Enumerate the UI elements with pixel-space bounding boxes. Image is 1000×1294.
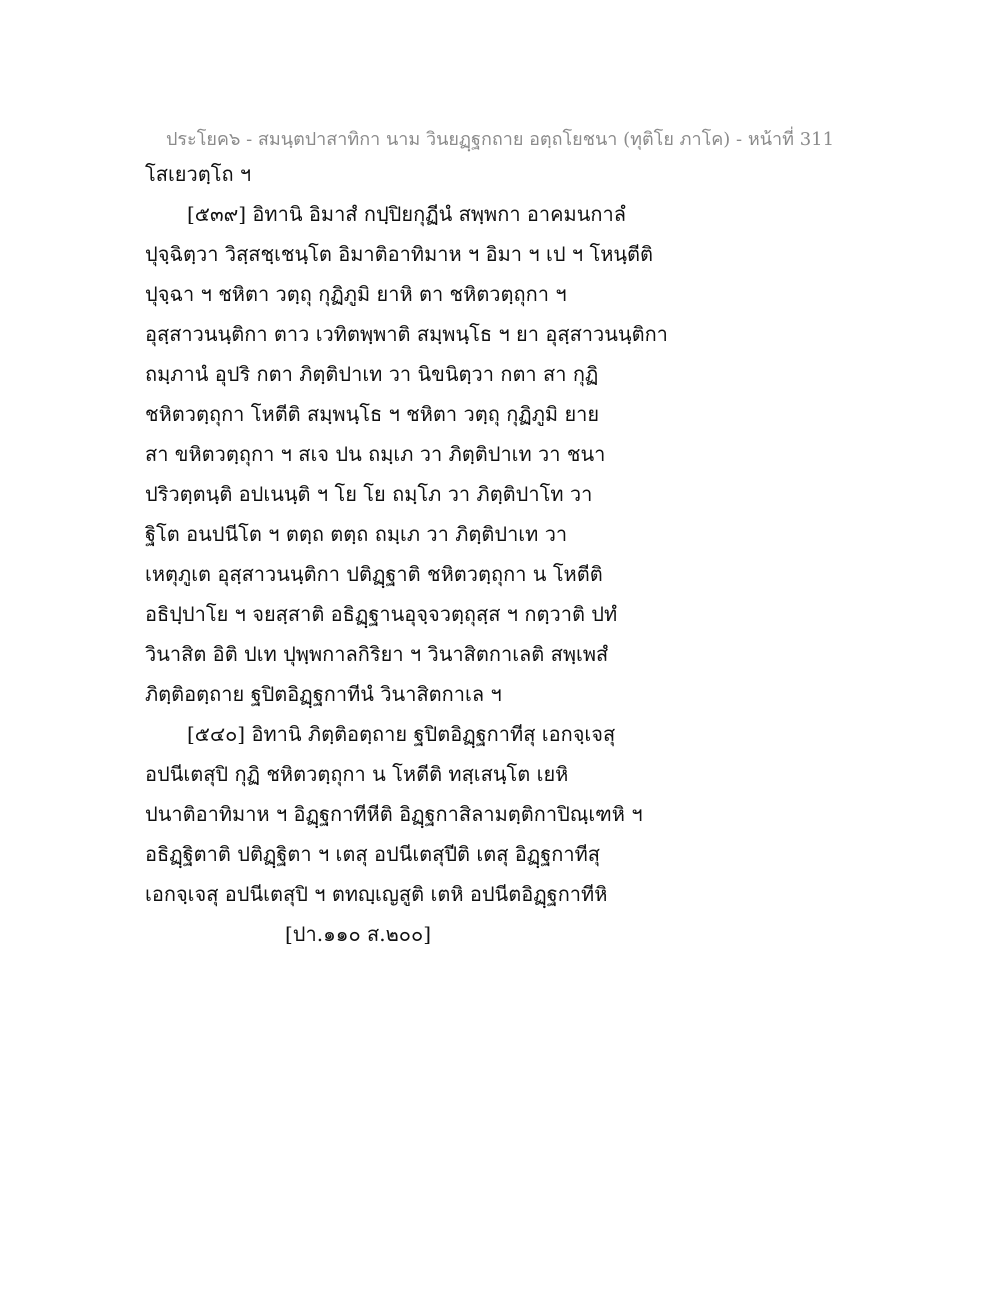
text-line: ชหิตวตฺถุกา โหตีติ สมฺพนฺโธ ฯ ชหิตา วตฺถุ กุฏิภูมิ ยาย [145, 402, 600, 426]
text-line: เอกจฺเจสุ อปนีเตสุปิ ฯ ตทญฺเญสูติ เตหิ อปนีตอิฏฺฐกาทีหิ [145, 882, 608, 906]
text-line: โสเยวตฺโถ ฯ [145, 162, 252, 186]
text-line: เหตุภูเต อุสฺสาวนนฺติกา ปติฏฺฐาติ ชหิตวตฺถุกา น โหตีติ [145, 562, 603, 586]
text-line: สา ขหิตวตฺถุกา ฯ สเจ ปน ถมฺเภ วา ภิตฺติปาเท วา ชนา [145, 442, 606, 466]
text-line: อปนีเตสุปิ กุฏิ ชหิตวตฺถุกา น โหตีติ ทสฺเสนฺโต เยหิ [145, 762, 569, 786]
text-line: อุสฺสาวนนฺติกา ตาว เวทิตพฺพาติ สมฺพนฺโธ ฯ ยา อุสฺสาวนนฺติกา [145, 322, 668, 346]
text-line: ภิตฺติอตฺถาย ฐปิตอิฏฺฐกาทีนํ วินาสิตกาเล ฯ [145, 682, 502, 706]
text-line: [๕๔๐] อิทานิ ภิตฺติอตฺถาย ฐปิตอิฏฺฐกาทีสุ เอกจฺเจสุ [187, 722, 616, 746]
body-text [145, 154, 965, 954]
text-line: ปุจฺฉิตฺวา วิสฺสชฺเชนฺโต อิมาติอาทิมาห ฯ อิมา ฯ เป ฯ โหนฺตีติ [145, 242, 654, 266]
page-reference: [ปา.๑๑๐ ส.๒๐๐] [285, 922, 432, 946]
page-header: ประโยค๖ - สมนฺตปาสาทิกา นาม วินยฏฺฐกถาย อตฺถโยชนา (ทุติโย ภาโค) - หน้าที่ 311 [165, 129, 835, 150]
text-line: [๕๓๙] อิทานิ อิมาสํ กปฺปิยกุฏีนํ สพฺพกา อาคมนกาลํ [187, 202, 626, 226]
text-line: ฐิโต อนปนีโต ฯ ตตฺถ ตตฺถ ถมฺเภ วา ภิตฺติปาเท วา [145, 522, 568, 546]
text-line: อธิฏฺฐิตาติ ปติฏฺฐิตา ฯ เตสุ อปนีเตสุปีติ เตสุ อิฏฺฐกาทีสุ [145, 842, 600, 866]
text-line: อธิปฺปาโย ฯ จยสฺสาติ อธิฏฺฐานอุจฺจวตฺถุสฺส ฯ กตฺวาติ ปทํ [145, 602, 618, 626]
text-line: ปนาติอาทิมาห ฯ อิฏฺฐกาทีหีติ อิฏฺฐกาสิลามตฺติกาปิณฺเฑหิ ฯ [145, 802, 643, 826]
text-line: ถมฺภานํ อุปริ กตา ภิตฺติปาเท วา นิขนิตฺวา กตา สา กุฏิ [145, 362, 599, 386]
text-line: ปริวตฺตนฺติ อปเนนฺติ ฯ โย โย ถมฺโภ วา ภิตฺติปาโท วา [145, 482, 593, 506]
text-line: ปุจฺฉา ฯ ชหิตา วตฺถุ กุฏิภูมิ ยาหิ ตา ชหิตวตฺถุกา ฯ [145, 282, 567, 306]
text-line: วินาสิต อิติ ปเท ปุพฺพกาลกิริยา ฯ วินาสิตกาเลติ สพฺเพสํ [145, 642, 609, 666]
